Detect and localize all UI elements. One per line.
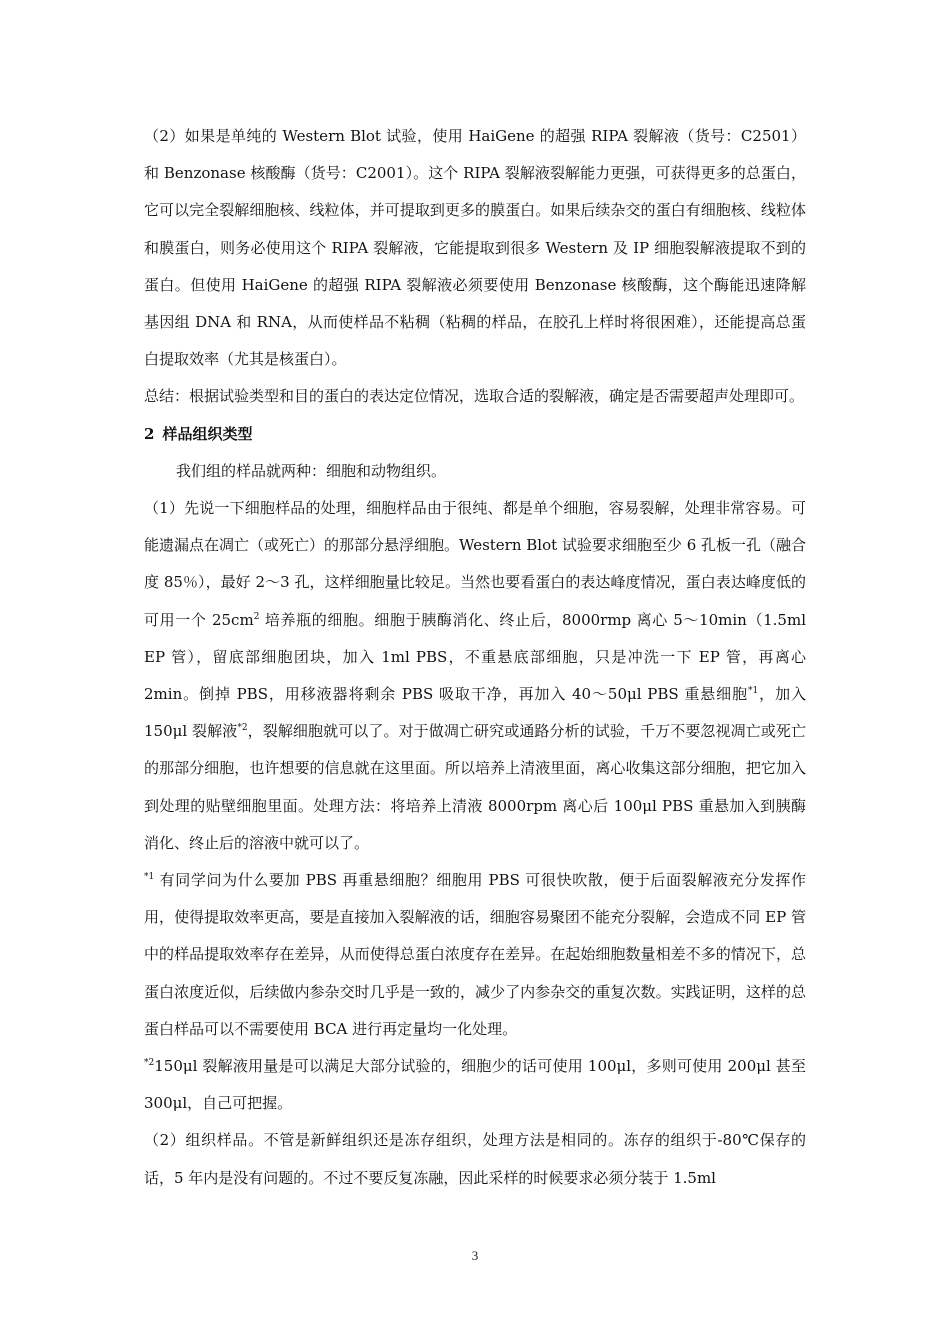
page-number: 3 xyxy=(471,1248,479,1263)
cells-text-d: ，裂解细胞就可以了。对于做凋亡研究或通路分析的试验，千万不要忽视凋亡或死亡的那部分细胞，也许想要的信息就在这里面。所以培养上清液里面，离心收集这部分细胞，把它加入到处理的贴壁细胞里面。处理方法：将培养上清液 8000rpm 离心后 100μl PBS 重悬加入到胰酶消化、终止后的溶液中就可以了。 xyxy=(144,722,806,852)
superscript-squared: 2 xyxy=(253,611,260,622)
paragraph-cells xyxy=(144,490,806,862)
note-1-mark: *1 xyxy=(144,872,155,883)
paragraph-ripa: （2）如果是单纯的 Western Blot 试验，使用 HaiGene 的超强 RIPA 裂解液（货号：C2501）和 Benzonase 核酸酶（货号：C2001）。这个 RIPA 裂解液裂解能力更强，可获得更多的总蛋白，它可以完全裂解细胞核、线粒体，并可提取到更多的膜蛋白。如果后续杂交的蛋白有细胞核、线粒体和膜蛋白，则务必使用这个 RIPA 裂解液，它能提取到很多 Western 及 IP 细胞裂解液提取不到的蛋白。但使用 HaiGene 的超强 RIPA 裂解液必须要使用 Benzonase 核酸酶，这个酶能迅速降解基因组 DNA 和 RNA，从而使样品不粘稠（粘稠的样品，在胶孔上样时将很困难），还能提高总蛋白提取效率（尤其是核蛋白）。 xyxy=(144,127,806,369)
cells-text-c: ，加入 150μl 裂解液 xyxy=(144,685,806,741)
cells-text-a: （1）先说一下细胞样品的处理，细胞样品由于很纯、都是单个细胞，容易裂解，处理非常容易。可能遗漏点在凋亡（或死亡）的那部分悬浮细胞。Western Blot 试验要求细胞至少 6 孔板一孔（融合度 85％），最好 2～3 孔，这样细胞量比较足。当然也要看蛋白的表达峰度情况，蛋白表达峰度低的可用一个 25cm xyxy=(144,499,807,629)
document-body xyxy=(144,118,806,1197)
cells-text-b: 培养瓶的细胞。细胞于胰酶消化、终止后，8000rmp 离心 5～10min（1.5ml EP 管），留底部细胞团块，加入 1ml PBS，不重悬底部细胞，只是冲洗一下 EP 管，再离心 2min。倒掉 PBS，用移液器将剩余 PBS 吸取干净，再加入 40～50μl PBS 重悬细胞 xyxy=(144,610,806,704)
note-2-text: 150μl 裂解液用量是可以满足大部分试验的，细胞少的话可使用 100μl，多则可使用 200μl 甚至 300μl，自己可把握。 xyxy=(144,1057,806,1113)
note-2 xyxy=(144,1048,806,1122)
footnote-ref-2: *2 xyxy=(237,723,248,734)
paragraph-tissue: （2）组织样品。不管是新鲜组织还是冻存组织，处理方法是相同的。冻存的组织于-80℃保存的话，5 年内是没有问题的。不过不要反复冻融，因此采样的时候要求必须分装于 1.5ml xyxy=(144,1131,806,1187)
section-number: 2 xyxy=(144,424,155,443)
paragraph-intro: 我们组的样品就两种：细胞和动物组织。 xyxy=(176,461,447,480)
footnote-ref-1: *1 xyxy=(748,686,759,697)
note-1-text: 有同学问为什么要加 PBS 再重悬细胞？细胞用 PBS 可很快吹散，便于后面裂解液充分发挥作用，使得提取效率更高，要是直接加入裂解液的话，细胞容易聚团不能充分裂解，会造成不同 EP 管中的样品提取效率存在差异，从而使得总蛋白浓度存在差异。在起始细胞数量相差不多的情况下，总蛋白浓度近似，后续做内参杂交时几乎是一致的，减少了内参杂交的重复次数。实践证明，这样的总蛋白样品可以不需要使用 BCA 进行再定量均一化处理。 xyxy=(144,871,806,1038)
note-1 xyxy=(144,862,806,1048)
section-heading xyxy=(144,416,806,453)
note-2-mark: *2 xyxy=(144,1058,155,1069)
section-title: 样品组织类型 xyxy=(162,424,253,443)
paragraph-summary: 总结：根据试验类型和目的蛋白的表达定位情况，选取合适的裂解液，确定是否需要超声处理即可。 xyxy=(144,387,805,406)
